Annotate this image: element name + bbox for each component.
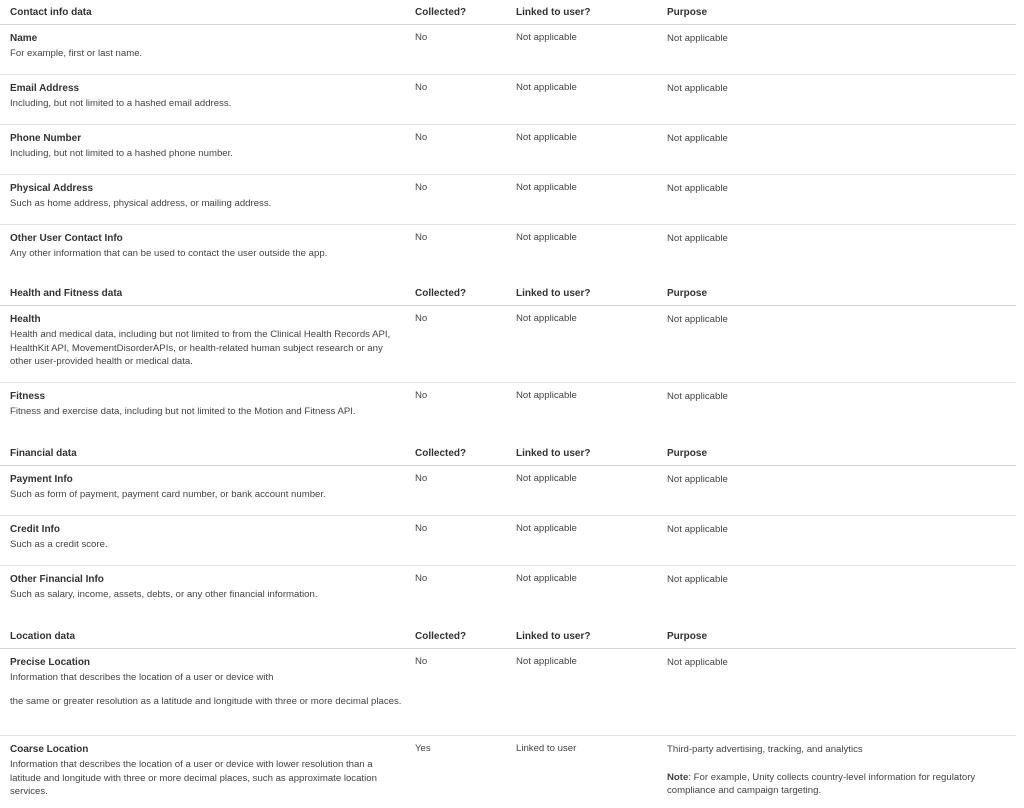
section-health-fitness bbox=[0, 281, 1016, 441]
section-title: Health and Fitness data bbox=[10, 288, 123, 299]
purpose-line: Third-party advertising, tracking, and analytics bbox=[667, 744, 863, 755]
table-row bbox=[0, 306, 1016, 383]
linked-value: Not applicable bbox=[516, 182, 577, 193]
desc-line: Any other information that can be used to contact the user outside the app. bbox=[10, 248, 328, 259]
row-description bbox=[10, 588, 405, 602]
section-header bbox=[0, 0, 1016, 25]
purpose-line: Not applicable bbox=[667, 314, 728, 325]
purpose-value bbox=[667, 573, 997, 587]
collected-value: No bbox=[415, 656, 428, 667]
purpose-value bbox=[667, 743, 997, 798]
section-title: Contact info data bbox=[10, 7, 92, 18]
column-linked: Linked to user? bbox=[516, 288, 591, 299]
section-financial bbox=[0, 441, 1016, 624]
column-linked: Linked to user? bbox=[516, 7, 591, 18]
purpose-line: Not applicable bbox=[667, 657, 728, 668]
linked-value: Not applicable bbox=[516, 132, 577, 143]
row-description bbox=[10, 671, 405, 708]
row-description bbox=[10, 538, 405, 552]
table-row bbox=[0, 649, 1016, 736]
linked-value: Not applicable bbox=[516, 473, 577, 484]
row-description bbox=[10, 488, 405, 502]
row-name: Credit Info bbox=[10, 524, 60, 535]
purpose-line: Not applicable bbox=[667, 233, 728, 244]
row-name: Phone Number bbox=[10, 133, 82, 144]
desc-line: Health and medical data, including but not limited to from the Clinical Health Records API, HealthKit API, MovementDisorderAPIs, or health-related human subject research or any other user-provided health or medical data. bbox=[10, 329, 391, 367]
column-collected: Collected? bbox=[415, 631, 467, 642]
purpose-value bbox=[667, 523, 997, 537]
purpose-value bbox=[667, 232, 997, 246]
table-row bbox=[0, 25, 1016, 75]
row-description bbox=[10, 247, 405, 261]
table-row bbox=[0, 566, 1016, 624]
section-header bbox=[0, 441, 1016, 466]
row-name: Coarse Location bbox=[10, 744, 89, 755]
collected-value: Yes bbox=[415, 743, 431, 754]
desc-line: Such as a credit score. bbox=[10, 539, 108, 550]
row-name: Other Financial Info bbox=[10, 574, 104, 585]
collected-value: No bbox=[415, 313, 428, 324]
table-row bbox=[0, 75, 1016, 125]
collected-value: No bbox=[415, 82, 428, 93]
linked-value: Not applicable bbox=[516, 390, 577, 401]
table-row bbox=[0, 175, 1016, 225]
section-header bbox=[0, 281, 1016, 306]
collected-value: No bbox=[415, 573, 428, 584]
desc-line: For example, first or last name. bbox=[10, 48, 143, 59]
linked-value: Not applicable bbox=[516, 32, 577, 43]
row-description bbox=[10, 758, 405, 799]
desc-line: Information that describes the location of a user or device with bbox=[10, 672, 274, 683]
purpose-value bbox=[667, 656, 997, 670]
section-title: Location data bbox=[10, 631, 76, 642]
row-name: Physical Address bbox=[10, 183, 94, 194]
collected-value: No bbox=[415, 132, 428, 143]
purpose-line: Not applicable bbox=[667, 133, 728, 144]
purpose-value bbox=[667, 132, 997, 146]
row-name: Payment Info bbox=[10, 474, 73, 485]
purpose-line: Not applicable bbox=[667, 33, 728, 44]
row-name: Health bbox=[10, 314, 41, 325]
row-description bbox=[10, 147, 405, 161]
table-row bbox=[0, 383, 1016, 441]
collected-value: No bbox=[415, 523, 428, 534]
table-row bbox=[0, 736, 1016, 808]
note-text: : For example, Unity collects country-level information for regulatory compliance and campaign targeting. bbox=[667, 771, 976, 796]
collected-value: No bbox=[415, 232, 428, 243]
desc-line: Such as form of payment, payment card number, or bank account number. bbox=[10, 489, 326, 500]
table-row bbox=[0, 225, 1016, 283]
linked-value: Not applicable bbox=[516, 523, 577, 534]
linked-value: Not applicable bbox=[516, 232, 577, 243]
purpose-value bbox=[667, 82, 997, 96]
purpose-value bbox=[667, 390, 997, 404]
row-name: Fitness bbox=[10, 391, 46, 402]
table-row bbox=[0, 125, 1016, 175]
table-row bbox=[0, 516, 1016, 566]
section-title: Financial data bbox=[10, 448, 77, 459]
purpose-value bbox=[667, 182, 997, 196]
collected-value: No bbox=[415, 390, 428, 401]
row-name: Precise Location bbox=[10, 657, 91, 668]
row-description bbox=[10, 47, 405, 61]
linked-value: Linked to user bbox=[516, 743, 577, 754]
column-linked: Linked to user? bbox=[516, 448, 591, 459]
row-name: Name bbox=[10, 33, 38, 44]
column-collected: Collected? bbox=[415, 448, 467, 459]
purpose-value bbox=[667, 32, 997, 46]
purpose-line: Not applicable bbox=[667, 574, 728, 585]
row-name: Other User Contact Info bbox=[10, 233, 123, 244]
row-description bbox=[10, 328, 405, 369]
linked-value: Not applicable bbox=[516, 313, 577, 324]
purpose-line: Not applicable bbox=[667, 83, 728, 94]
linked-value: Not applicable bbox=[516, 656, 577, 667]
column-purpose: Purpose bbox=[667, 631, 708, 642]
desc-line: Such as home address, physical address, or mailing address. bbox=[10, 198, 272, 209]
desc-line: Including, but not limited to a hashed email address. bbox=[10, 98, 232, 109]
column-purpose: Purpose bbox=[667, 288, 708, 299]
section-header bbox=[0, 624, 1016, 649]
purpose-note bbox=[667, 771, 997, 798]
desc-line: the same or greater resolution as a latitude and longitude with three or more decimal places. bbox=[10, 695, 402, 707]
purpose-line: Not applicable bbox=[667, 524, 728, 535]
section-location bbox=[0, 624, 1016, 808]
collected-value: No bbox=[415, 182, 428, 193]
row-name: Email Address bbox=[10, 83, 80, 94]
column-purpose: Purpose bbox=[667, 448, 708, 459]
purpose-line: Not applicable bbox=[667, 183, 728, 194]
collected-value: No bbox=[415, 473, 428, 484]
collected-value: No bbox=[415, 32, 428, 43]
linked-value: Not applicable bbox=[516, 573, 577, 584]
purpose-line: Not applicable bbox=[667, 474, 728, 485]
note-label: Note bbox=[667, 771, 689, 783]
desc-line: Fitness and exercise data, including but not limited to the Motion and Fitness API. bbox=[10, 406, 356, 417]
row-description bbox=[10, 97, 405, 111]
purpose-value bbox=[667, 313, 997, 327]
column-collected: Collected? bbox=[415, 288, 467, 299]
table-row bbox=[0, 466, 1016, 516]
desc-line: Such as salary, income, assets, debts, or any other financial information. bbox=[10, 589, 318, 600]
desc-line: Information that describes the location of a user or device with lower resolution than a latitude and longitude with three or more decimal places, such as approximate location services. bbox=[10, 759, 377, 797]
column-collected: Collected? bbox=[415, 7, 467, 18]
purpose-value bbox=[667, 473, 997, 487]
purpose-line: Not applicable bbox=[667, 391, 728, 402]
column-linked: Linked to user? bbox=[516, 631, 591, 642]
row-description bbox=[10, 197, 405, 211]
linked-value: Not applicable bbox=[516, 82, 577, 93]
column-purpose: Purpose bbox=[667, 7, 708, 18]
section-contact-info bbox=[0, 0, 1016, 283]
desc-line: Including, but not limited to a hashed phone number. bbox=[10, 148, 233, 159]
row-description bbox=[10, 405, 405, 419]
